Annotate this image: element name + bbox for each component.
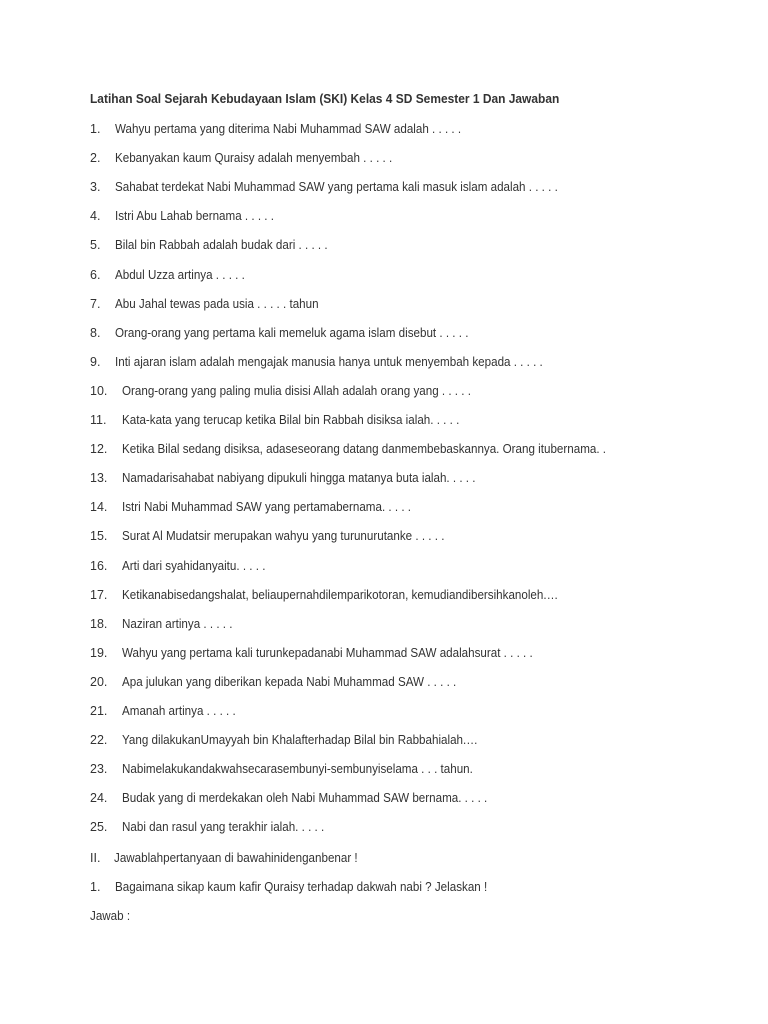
question-text: Naziran artinya . . . . . [122,617,233,631]
question-text: Bagaimana sikap kaum kafir Quraisy terhadap dakwah nabi ? Jelaskan ! [115,880,488,894]
question-text: Namadarisahabat nabiyang dipukuli hingga matanya buta ialah. . . . . [122,471,476,485]
question-item [90,325,750,341]
question-number: 19. [90,646,108,660]
question-number: 18. [90,617,108,631]
question-item [90,208,750,224]
question-number: 8. [90,326,101,340]
section-heading-text: Jawablahpertanyaan di bawahinidenganbenar ! [114,851,358,865]
question-number: 20. [90,675,108,689]
question-item [90,150,750,166]
question-item [90,587,750,603]
question-item [90,761,750,777]
question-number: 13. [90,471,108,485]
question-text: Abdul Uzza artinya . . . . . [115,268,245,282]
question-item [90,383,750,399]
question-item [90,470,750,486]
question-text: Nabimelakukandakwahsecarasembunyi-sembunyiselama . . . tahun. [122,762,473,776]
question-number: 17. [90,588,108,602]
question-item [90,558,750,574]
question-item [90,237,750,253]
question-text: Ketikanabisedangshalat, beliaupernahdilemparikotoran, kemudiandibersihkanoleh.… [122,588,559,602]
question-number: 10. [90,384,108,398]
question-number: 6. [90,268,101,282]
question-text: Kata-kata yang terucap ketika Bilal bin Rabbah disiksa ialah. . . . . [122,413,460,427]
question-text: Wahyu yang pertama kali turunkepadanabi Muhammad SAW adalahsurat . . . . . [122,646,533,660]
question-text: Bilal bin Rabbah adalah budak dari . . . . . [115,238,328,252]
question-number: 14. [90,500,108,514]
question-item [90,354,750,370]
question-item [90,645,750,661]
section-number: II. [90,851,101,865]
question-item [90,528,750,544]
section-2-heading [90,850,750,866]
question-item [90,412,750,428]
question-text: Abu Jahal tewas pada usia . . . . . tahun [115,297,319,311]
question-text: Budak yang di merdekakan oleh Nabi Muhammad SAW bernama. . . . . [122,791,488,805]
question-item [90,790,750,806]
question-text: Wahyu pertama yang diterima Nabi Muhammad SAW adalah . . . . . [115,122,462,136]
question-number: 1. [90,122,101,136]
question-text: Inti ajaran islam adalah mengajak manusia hanya untuk menyembah kepada . . . . . [115,355,543,369]
question-item [90,121,750,137]
answer-label-text: Jawab : [90,909,131,923]
question-number: 21. [90,704,108,718]
question-text: Kebanyakan kaum Quraisy adalah menyembah . . . . . [115,151,393,165]
question-number: 7. [90,297,101,311]
question-item [90,819,750,835]
question-text: Surat Al Mudatsir merupakan wahyu yang turunurutanke . . . . . [122,529,445,543]
question-number: 16. [90,559,108,573]
document-title: Latihan Soal Sejarah Kebudayaan Islam (SKI) Kelas 4 SD Semester 1 Dan Jawaban [90,91,560,106]
question-text: Orang-orang yang paling mulia disisi Allah adalah orang yang . . . . . [122,384,471,398]
question-text: Sahabat terdekat Nabi Muhammad SAW yang pertama kali masuk islam adalah . . . . . [115,180,558,194]
question-number: 5. [90,238,101,252]
question-number: 24. [90,791,108,805]
question-number: 2. [90,151,101,165]
question-text: Ketika Bilal sedang disiksa, adaseseorang datang danmembebaskannya. Orang itubernama. . [122,442,607,456]
question-text: Arti dari syahidanyaitu. . . . . [122,559,266,573]
question-text: Amanah artinya . . . . . [122,704,236,718]
question-item [90,441,750,457]
question-item [90,179,750,195]
question-number: 11. [90,413,107,427]
question-text: Orang-orang yang pertama kali memeluk agama islam disebut . . . . . [115,326,469,340]
question-number: 22. [90,733,108,747]
question-item [90,267,750,283]
question-number: 4. [90,209,101,223]
question-text: Istri Abu Lahab bernama . . . . . [115,209,274,223]
question-item [90,616,750,632]
question-item [90,674,750,690]
question-text: Istri Nabi Muhammad SAW yang pertamabernama. . . . . [122,500,412,514]
question-text: Apa julukan yang diberikan kepada Nabi Muhammad SAW . . . . . [122,675,457,689]
question-item [90,732,750,748]
question-number: 15. [90,529,108,543]
essay-question-1 [90,879,750,895]
question-number: 1. [90,880,101,894]
question-item [90,703,750,719]
question-text: Nabi dan rasul yang terakhir ialah. . . . . [122,820,325,834]
question-text: Yang dilakukanUmayyah bin Khalafterhadap Bilal bin Rabbahialah.… [122,733,478,747]
question-number: 12. [90,442,108,456]
answer-label [90,908,750,924]
question-number: 23. [90,762,108,776]
question-item [90,499,750,515]
question-number: 3. [90,180,101,194]
question-number: 25. [90,820,108,834]
question-number: 9. [90,355,101,369]
question-item [90,296,750,312]
